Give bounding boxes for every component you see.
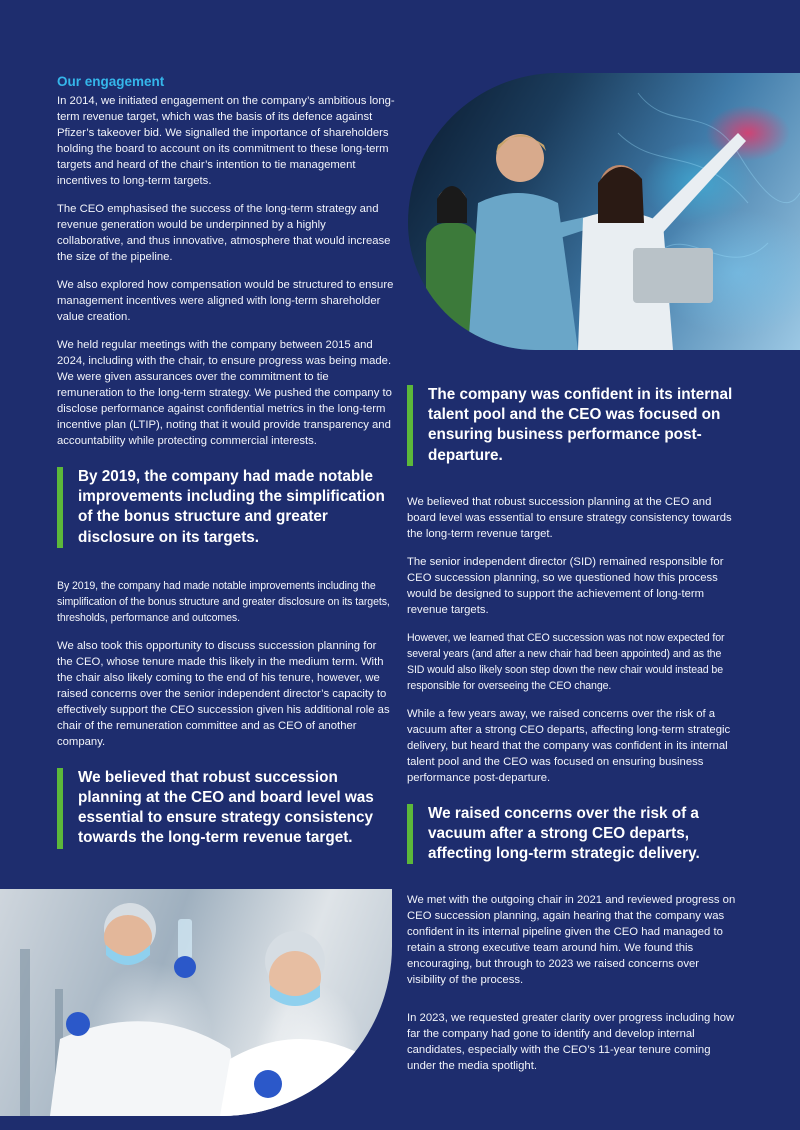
paragraph: However, we learned that CEO succession was not now expected for several years (and after a new chair had been appointed) and as the SID would also likely soon step down the new chair would instead be responsible for overseeing the CEO change. <box>407 631 725 692</box>
paragraph: The CEO emphasised the success of the long-term strategy and revenue generation would be underpinned by a highly collaborative, and thus innovative, atmosphere that would increase the size of the pipeline. <box>57 203 391 263</box>
paragraph: We held regular meetings with the company between 2015 and 2024, including with the chair, to ensure progress was being made. We were given assurances over the commitment to tie remuneration to the long-term strategy. We pushed the company to disclose performance against confidential metrics in the long-term incentive plan (LTIP), noting that it would provide transparency and accountability while protecting commercial interests. <box>57 339 392 447</box>
section-heading: Our engagement <box>57 74 165 89</box>
paragraph: We believed that robust succession planning at the CEO and board level was essential to ensure strategy consistency towards the long-term revenue target. <box>407 495 732 540</box>
pull-quote: We raised concerns over the risk of a vacuum after a strong CEO departs, affecting long-term strategic delivery. <box>407 804 740 865</box>
paragraph: We also took this opportunity to discuss succession planning for the CEO, whose tenure made this likely in the medium term. With the chair also likely coming to the end of his tenure, however, we raised concerns over the senior independent director’s capacity to effectively support the CEO succession given his additional role as chair of the remuneration committee and as CEO of another company. <box>57 639 390 748</box>
right-column <box>407 385 740 1086</box>
paragraph: In 2014, we initiated engagement on the company’s ambitious long-term revenue target, which was the basis of its defence against Pfizer’s takeover bid. We signalled the importance of shareholders holding the board to account on its commitment to these long-term targets and heard of the chair’s intention to tie management incentives to long-term targets. <box>57 95 395 187</box>
paragraph: The senior independent director (SID) remained responsible for CEO succession planning, so we questioned how this process would be designed to support the achievement of long-term revenue targets. <box>407 555 724 616</box>
paragraph: By 2019, the company had made notable improvements including the simplification of the bonus structure and greater disclosure on its targets, thresholds, performance and outcomes. <box>57 579 390 624</box>
paragraph: In 2023, we requested greater clarity over progress including how far the company had gone to identify and develop internal candidates, especially with the CEO’s 11-year tenure coming under the media spotlight. <box>407 1012 735 1073</box>
pull-quote: By 2019, the company had made notable improvements including the simplification of the bonus structure and greater disclosure on its targets. <box>57 467 395 548</box>
photo-illustration <box>0 889 392 1116</box>
pull-quote: We believed that robust succession planning at the CEO and board level was essential to ensure strategy consistency towards the long-term revenue target. <box>57 768 395 849</box>
paragraph: We met with the outgoing chair in 2021 and reviewed progress on CEO succession planning, again hearing that the company was confident in its internal pipeline given the CEO had managed to retain a strong executive team around him. We found this encouraging, but through to 2023 we raised concerns over visibility of the process. <box>407 894 736 987</box>
paragraph: We also explored how compensation would be structured to ensure management incentives were aligned with long-term shareholder value creation. <box>57 279 394 323</box>
photo-illustration <box>408 73 800 350</box>
paragraph: While a few years away, we raised concerns over the risk of a vacuum after a strong CEO departs, affecting long-term strategic delivery, but heard that the company was confident in its internal talent pool and the CEO was focused on ensuring business performance post-departure. <box>407 707 731 784</box>
photo-team-at-data-wall <box>408 73 800 350</box>
photo-lab-scientists <box>0 889 392 1116</box>
pull-quote: The company was confident in its internal talent pool and the CEO was focused on ensuring business performance post-departure. <box>407 385 740 466</box>
left-column <box>57 74 395 871</box>
